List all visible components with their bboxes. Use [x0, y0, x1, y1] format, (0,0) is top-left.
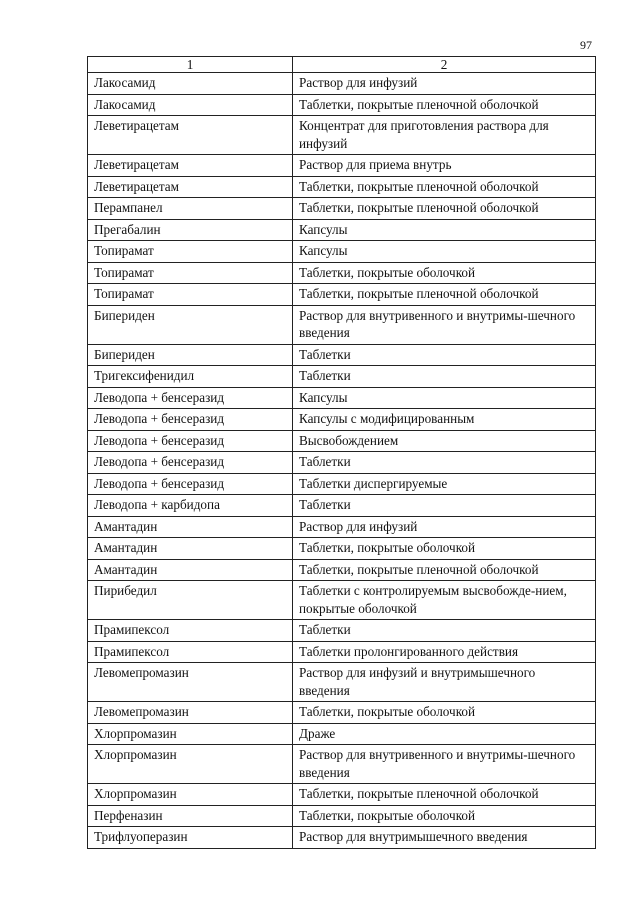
drug-name-cell: Леводопа + карбидопа	[88, 495, 293, 517]
drug-name-cell: Левомепромазин	[88, 663, 293, 702]
table-header-row	[88, 57, 596, 73]
table-row	[88, 538, 596, 560]
dosage-form-cell: Раствор для инфузий	[293, 516, 596, 538]
table-row	[88, 409, 596, 431]
drug-name-cell: Прамипексол	[88, 641, 293, 663]
table-row	[88, 581, 596, 620]
drug-name-cell: Хлорпромазин	[88, 745, 293, 784]
drug-name-cell: Пирибедил	[88, 581, 293, 620]
drug-name-cell: Перампанел	[88, 198, 293, 220]
dosage-form-cell: Таблетки, покрытые пленочной оболочкой	[293, 198, 596, 220]
table-row	[88, 745, 596, 784]
dosage-form-cell: Раствор для внутривенного и внутримы-шечного введения	[293, 305, 596, 344]
column-header-2: 2	[293, 57, 596, 73]
table-row	[88, 559, 596, 581]
drug-name-cell: Бипериден	[88, 305, 293, 344]
drug-name-cell: Топирамат	[88, 241, 293, 263]
table-row	[88, 495, 596, 517]
dosage-form-cell: Раствор для внутримышечного введения	[293, 827, 596, 849]
dosage-form-cell: Драже	[293, 723, 596, 745]
dosage-form-cell: Таблетки, покрытые пленочной оболочкой	[293, 94, 596, 116]
table-row	[88, 94, 596, 116]
dosage-form-cell: Таблетки диспергируемые	[293, 473, 596, 495]
drug-name-cell: Топирамат	[88, 262, 293, 284]
table-row	[88, 702, 596, 724]
dosage-form-cell: Высвобождением	[293, 430, 596, 452]
drug-name-cell: Тригексифенидил	[88, 366, 293, 388]
table-body	[88, 73, 596, 849]
drug-name-cell: Прегабалин	[88, 219, 293, 241]
table-row	[88, 344, 596, 366]
dosage-form-cell: Таблетки	[293, 344, 596, 366]
drug-name-cell: Бипериден	[88, 344, 293, 366]
drug-name-cell: Лакосамид	[88, 73, 293, 95]
drug-name-cell: Трифлуоперазин	[88, 827, 293, 849]
table-row	[88, 176, 596, 198]
drug-name-cell: Леводопа + бенсеразид	[88, 473, 293, 495]
table-row	[88, 784, 596, 806]
dosage-form-cell: Капсулы с модифицированным	[293, 409, 596, 431]
drug-name-cell: Прамипексол	[88, 620, 293, 642]
drug-name-cell: Лакосамид	[88, 94, 293, 116]
dosage-form-cell: Таблетки с контролируемым высвобожде-нием, покрытые оболочкой	[293, 581, 596, 620]
table-row	[88, 262, 596, 284]
dosage-form-cell: Раствор для инфузий и внутримышечного введения	[293, 663, 596, 702]
table-row	[88, 116, 596, 155]
dosage-form-cell: Раствор для внутривенного и внутримы-шечного введения	[293, 745, 596, 784]
table-row	[88, 663, 596, 702]
drug-name-cell: Леводопа + бенсеразид	[88, 409, 293, 431]
table-row	[88, 805, 596, 827]
drug-name-cell: Леводопа + бенсеразид	[88, 430, 293, 452]
table-row	[88, 219, 596, 241]
drug-name-cell: Перфеназин	[88, 805, 293, 827]
table-row	[88, 516, 596, 538]
dosage-form-cell: Таблетки	[293, 495, 596, 517]
dosage-form-cell: Капсулы	[293, 387, 596, 409]
dosage-form-cell: Раствор для инфузий	[293, 73, 596, 95]
table-row	[88, 305, 596, 344]
dosage-form-cell: Концентрат для приготовления раствора для инфузий	[293, 116, 596, 155]
dosage-form-cell: Таблетки, покрытые оболочкой	[293, 805, 596, 827]
table-row	[88, 827, 596, 849]
table-row	[88, 73, 596, 95]
page-number: 97	[580, 38, 592, 52]
dosage-form-cell: Таблетки, покрытые пленочной оболочкой	[293, 559, 596, 581]
dosage-form-cell: Таблетки, покрытые оболочкой	[293, 538, 596, 560]
table-row	[88, 641, 596, 663]
table-row	[88, 723, 596, 745]
dosage-form-cell: Таблетки	[293, 620, 596, 642]
table-row	[88, 387, 596, 409]
drug-name-cell: Леветирацетам	[88, 176, 293, 198]
table-row	[88, 366, 596, 388]
drug-name-cell: Левомепромазин	[88, 702, 293, 724]
table-row	[88, 452, 596, 474]
drug-name-cell: Леводопа + бенсеразид	[88, 387, 293, 409]
drug-name-cell: Хлорпромазин	[88, 784, 293, 806]
dosage-form-cell: Таблетки, покрытые пленочной оболочкой	[293, 284, 596, 306]
table-row	[88, 155, 596, 177]
table-row	[88, 198, 596, 220]
dosage-form-cell: Капсулы	[293, 241, 596, 263]
dosage-form-cell: Таблетки, покрытые пленочной оболочкой	[293, 176, 596, 198]
dosage-form-cell: Капсулы	[293, 219, 596, 241]
drug-name-cell: Амантадин	[88, 559, 293, 581]
dosage-form-cell: Раствор для приема внутрь	[293, 155, 596, 177]
dosage-form-cell: Таблетки, покрытые оболочкой	[293, 702, 596, 724]
dosage-form-cell: Таблетки пролонгированного действия	[293, 641, 596, 663]
column-header-1: 1	[88, 57, 293, 73]
table-row	[88, 430, 596, 452]
table-row	[88, 241, 596, 263]
table-row	[88, 284, 596, 306]
table-row	[88, 473, 596, 495]
drug-name-cell: Леветирацетам	[88, 116, 293, 155]
drug-name-cell: Леводопа + бенсеразид	[88, 452, 293, 474]
dosage-form-cell: Таблетки, покрытые оболочкой	[293, 262, 596, 284]
dosage-form-cell: Таблетки, покрытые пленочной оболочкой	[293, 784, 596, 806]
drug-name-cell: Леветирацетам	[88, 155, 293, 177]
dosage-form-cell: Таблетки	[293, 452, 596, 474]
dosage-form-cell: Таблетки	[293, 366, 596, 388]
table-row	[88, 620, 596, 642]
drug-name-cell: Хлорпромазин	[88, 723, 293, 745]
drug-name-cell: Топирамат	[88, 284, 293, 306]
drug-name-cell: Амантадин	[88, 516, 293, 538]
drug-form-table	[87, 56, 596, 849]
drug-name-cell: Амантадин	[88, 538, 293, 560]
